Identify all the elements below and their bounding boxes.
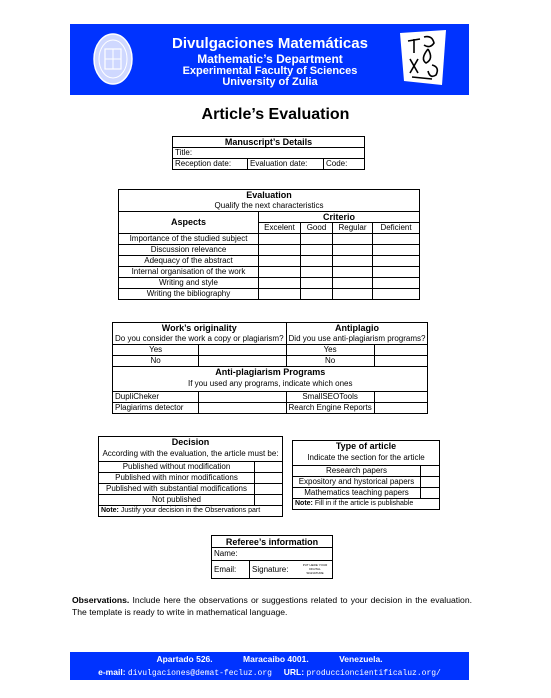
decision-option: Published with substantial modifications [99,484,255,495]
observations-label: Observations. [72,595,130,605]
table-row [99,484,283,495]
rating-cell[interactable] [333,255,373,266]
title-field[interactable]: Title: [173,148,365,159]
rating-cell[interactable] [259,255,301,266]
referee-heading: Referee’s information [212,536,333,548]
decision-option: Not published [99,495,255,506]
referee-email-field[interactable]: Email: [212,561,250,579]
decision-check-cell[interactable] [255,495,283,506]
antiplagio-no-cell[interactable] [374,355,428,366]
originality-heading: Work’s originality [113,323,287,334]
rating-cell[interactable] [333,233,373,244]
rating-cell[interactable] [301,277,333,288]
table-row [99,495,283,506]
rating-cell[interactable] [373,277,420,288]
program-plagiarims-detector-cell[interactable] [199,402,286,413]
originality-table [112,322,428,414]
aspect-label: Writing the bibliography [119,288,259,299]
table-row [99,473,283,484]
aspect-label: Internal organisation of the work [119,266,259,277]
rating-cell[interactable] [259,244,301,255]
criterion-excelent: Excelent [259,222,301,233]
originality-no-cell[interactable] [199,355,286,366]
rating-cell[interactable] [373,255,420,266]
article-type-option: Mathematics teaching papers [293,488,421,499]
decision-note [99,506,283,517]
rating-cell[interactable] [301,266,333,277]
referee-signature-field[interactable] [250,561,333,579]
footer-email-label: e-mail: [98,667,126,677]
evaluation-date-field[interactable]: Evaluation date: [248,159,324,170]
rating-cell[interactable] [333,288,373,299]
rating-cell[interactable] [259,266,301,277]
antiplagio-yes: Yes [286,344,374,355]
rating-cell[interactable] [333,266,373,277]
article-type-note [293,499,440,510]
referee-table [211,535,333,579]
rating-cell[interactable] [301,244,333,255]
manuscript-heading: Manuscript’s Details [173,137,365,148]
rating-cell[interactable] [373,233,420,244]
rating-cell[interactable] [301,255,333,266]
rating-cell[interactable] [373,244,420,255]
aspect-label: Writing and style [119,277,259,288]
program-smallseotools-cell[interactable] [374,391,428,402]
originality-no: No [113,355,199,366]
originality-question: Do you consider the work a copy or plagiarism? [113,334,287,345]
article-type-option: Expository and hystorical papers [293,477,421,488]
decision-heading: Decision [99,437,283,448]
antiplagio-question: Did you use anti-plagiarism programs? [286,334,428,345]
aspect-label: Importance of the studied subject [119,233,259,244]
university-seal-icon [93,33,133,86]
aspect-label: Discussion relevance [119,244,259,255]
antiplagio-yes-cell[interactable] [374,344,428,355]
criterion-deficient: Deficient [373,222,420,233]
faculty-name: Experimental Faculty of Sciences [182,65,358,77]
originality-yes: Yes [113,344,199,355]
decision-note-text: Justify your decision in the Observations part [120,507,261,514]
table-row [293,466,440,477]
footer-address: Apartado 526. [156,654,213,664]
aspects-header: Aspects [119,211,259,233]
evaluation-subtitle: Qualify the next characteristics [119,201,420,212]
rating-cell[interactable] [333,277,373,288]
table-row [99,462,283,473]
table-row [119,288,420,299]
article-type-heading: Type of article [293,441,440,452]
article-type-subtitle: Indicate the section for the article [293,452,440,466]
rating-cell[interactable] [259,277,301,288]
footer-email-link[interactable]: divulgaciones@demat-fecluz.org [127,669,272,678]
referee-name-field[interactable]: Name: [212,548,333,561]
decision-check-cell[interactable] [255,462,283,473]
footer-country: Venezuela. [339,654,383,664]
rating-cell[interactable] [301,233,333,244]
program-duplicheker: DupliCheker [113,391,199,402]
signature-label: Signature: [252,564,289,574]
rating-cell[interactable] [373,288,420,299]
footer-banner [70,652,469,680]
signature-placeholder: PUT HERE YOUR DIGITAL SIGNATURE [302,563,328,575]
article-type-check-cell[interactable] [421,466,440,477]
decision-subtitle: According with the evaluation, the article must be: [99,448,283,462]
table-row [293,488,440,499]
program-smallseotools: SmallSEOTools [286,391,374,402]
criterio-header: Criterio [259,211,420,222]
article-type-option: Research papers [293,466,421,477]
aspect-label: Adequacy of the abstract [119,255,259,266]
footer-url-link[interactable]: produccioncientificaluz.org/ [306,669,441,678]
rating-cell[interactable] [259,233,301,244]
program-rearch-engine-reports: Rearch Engine Reports [286,402,374,413]
decision-option: Published with minor modifications [99,473,255,484]
rating-cell[interactable] [333,244,373,255]
footer-address-line [70,654,469,664]
table-row [119,277,420,288]
decision-check-cell[interactable] [255,473,283,484]
originality-yes-cell[interactable] [199,344,286,355]
rating-cell[interactable] [373,266,420,277]
manuscript-details-table [172,136,365,170]
program-plagiarims-detector: Plagiarims detector [113,402,199,413]
program-rearch-engine-reports-cell[interactable] [374,402,428,413]
footer-city: Maracaibo 4001. [243,654,309,664]
decision-note-label: Note: [101,507,119,514]
evaluation-table [118,189,420,300]
program-duplicheker-cell[interactable] [199,391,286,402]
article-type-table [292,440,440,510]
table-row [293,477,440,488]
table-row [119,244,420,255]
department-name: Mathematic’s Department [197,52,343,66]
rating-cell[interactable] [259,288,301,299]
article-type-note-text: Fill in if the article is publishable [314,500,414,507]
antiplagio-heading: Antiplagio [286,323,428,334]
rating-cell[interactable] [301,288,333,299]
decision-table [98,436,283,517]
decision-option: Published without modification [99,462,255,473]
evaluation-heading: Evaluation [119,190,420,201]
programs-heading: Anti-plagiarism Programs [113,366,428,377]
criterion-regular: Regular [333,222,373,233]
table-row [119,233,420,244]
reception-date-field[interactable]: Reception date: [173,159,248,170]
code-field[interactable]: Code: [324,159,365,170]
criterion-good: Good [301,222,333,233]
table-row [119,255,420,266]
table-row [119,266,420,277]
decision-check-cell[interactable] [255,484,283,495]
journal-title: Divulgaciones Matemáticas [172,35,368,52]
programs-subtitle: If you used any programs, indicate which ones [113,377,428,391]
footer-url-label: URL: [283,667,305,677]
article-type-check-cell[interactable] [421,477,440,488]
article-type-note-label: Note: [295,500,313,507]
observations-paragraph [72,594,472,618]
footer-contact-line [70,667,469,678]
journal-logo-icon [398,29,448,86]
article-type-check-cell[interactable] [421,488,440,499]
antiplagio-no: No [286,355,374,366]
university-name: University of Zulia [222,76,318,88]
observations-text: Include here the observations or suggestions related to your decision in the evaluation. The template is ready to write in mathematical language. [72,595,473,617]
page-title: Article’s Evaluation [201,106,350,123]
